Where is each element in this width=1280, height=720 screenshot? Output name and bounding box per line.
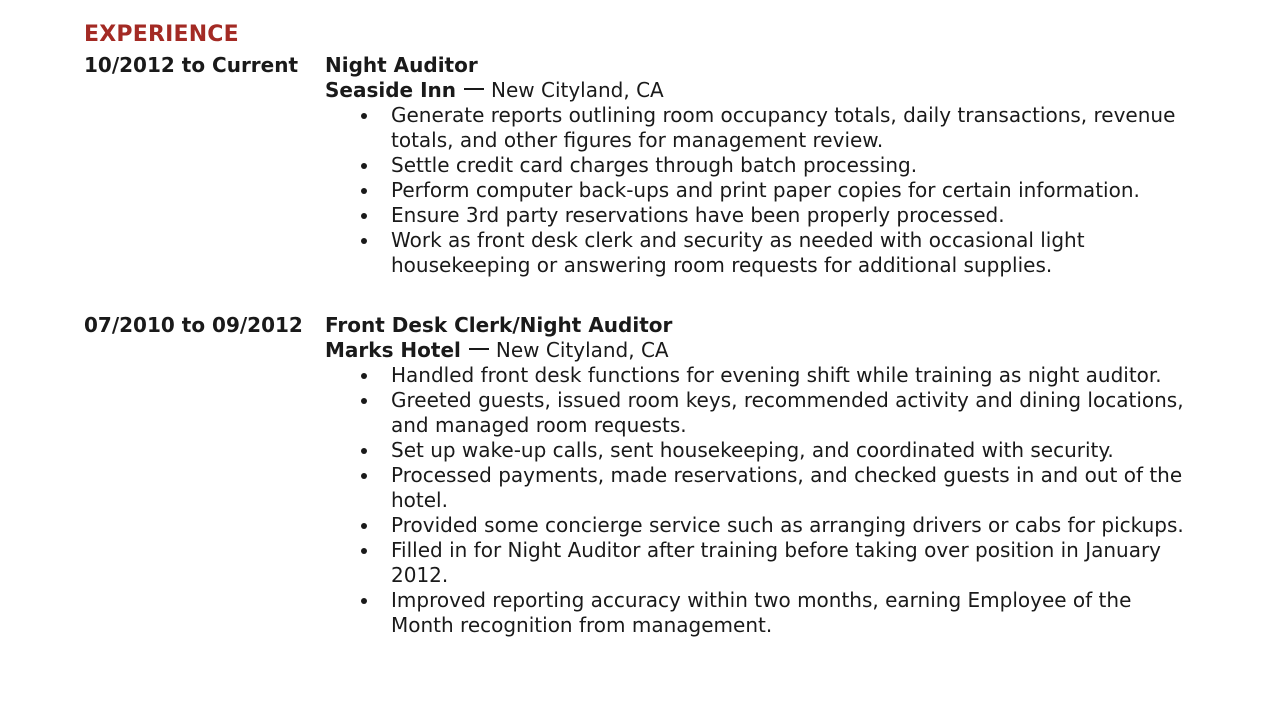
employer-location: New Cityland, CA — [495, 338, 669, 362]
duty-item: Perform computer back-ups and print paper copies for certain information. — [391, 178, 1195, 203]
employer-line — [325, 338, 1195, 363]
employer-line — [325, 78, 1195, 103]
employer-name: Marks Hotel — [325, 338, 461, 362]
duty-item: Generate reports outlining room occupancy totals, daily transactions, revenue totals, and other figures for management review. — [391, 103, 1195, 153]
duty-item: Handled front desk functions for evening shift while training as night auditor. — [391, 363, 1195, 388]
duty-item: Filled in for Night Auditor after training before taking over position in January 2012. — [391, 538, 1195, 588]
duty-item: Work as front desk clerk and security as needed with occasional light housekeeping or answering room requests for additional supplies. — [391, 228, 1195, 278]
job-details — [325, 313, 1195, 638]
duties-list — [325, 103, 1195, 278]
duties-list — [325, 363, 1195, 638]
dash-separator — [464, 88, 484, 90]
duty-item: Settle credit card charges through batch processing. — [391, 153, 1195, 178]
dash-separator — [469, 348, 489, 350]
duty-item: Greeted guests, issued room keys, recommended activity and dining locations, and managed room requests. — [391, 388, 1195, 438]
duty-item: Processed payments, made reservations, and checked guests in and out of the hotel. — [391, 463, 1195, 513]
section-heading: EXPERIENCE — [84, 22, 239, 47]
duty-item: Improved reporting accuracy within two months, earning Employee of the Month recognition from management. — [391, 588, 1195, 638]
employer-location: New Cityland, CA — [491, 78, 664, 102]
duty-item: Ensure 3rd party reservations have been properly processed. — [391, 203, 1195, 228]
duty-item: Provided some concierge service such as arranging drivers or cabs for pickups. — [391, 513, 1195, 538]
job-dates: 10/2012 to Current — [84, 53, 299, 77]
job-title: Front Desk Clerk/Night Auditor — [325, 313, 673, 337]
employer-name: Seaside Inn — [325, 78, 456, 102]
job-title: Night Auditor — [325, 53, 478, 77]
job-details — [325, 53, 1195, 278]
job-dates: 07/2010 to 09/2012 — [84, 313, 303, 337]
duty-item: Set up wake-up calls, sent housekeeping, and coordinated with security. — [391, 438, 1195, 463]
